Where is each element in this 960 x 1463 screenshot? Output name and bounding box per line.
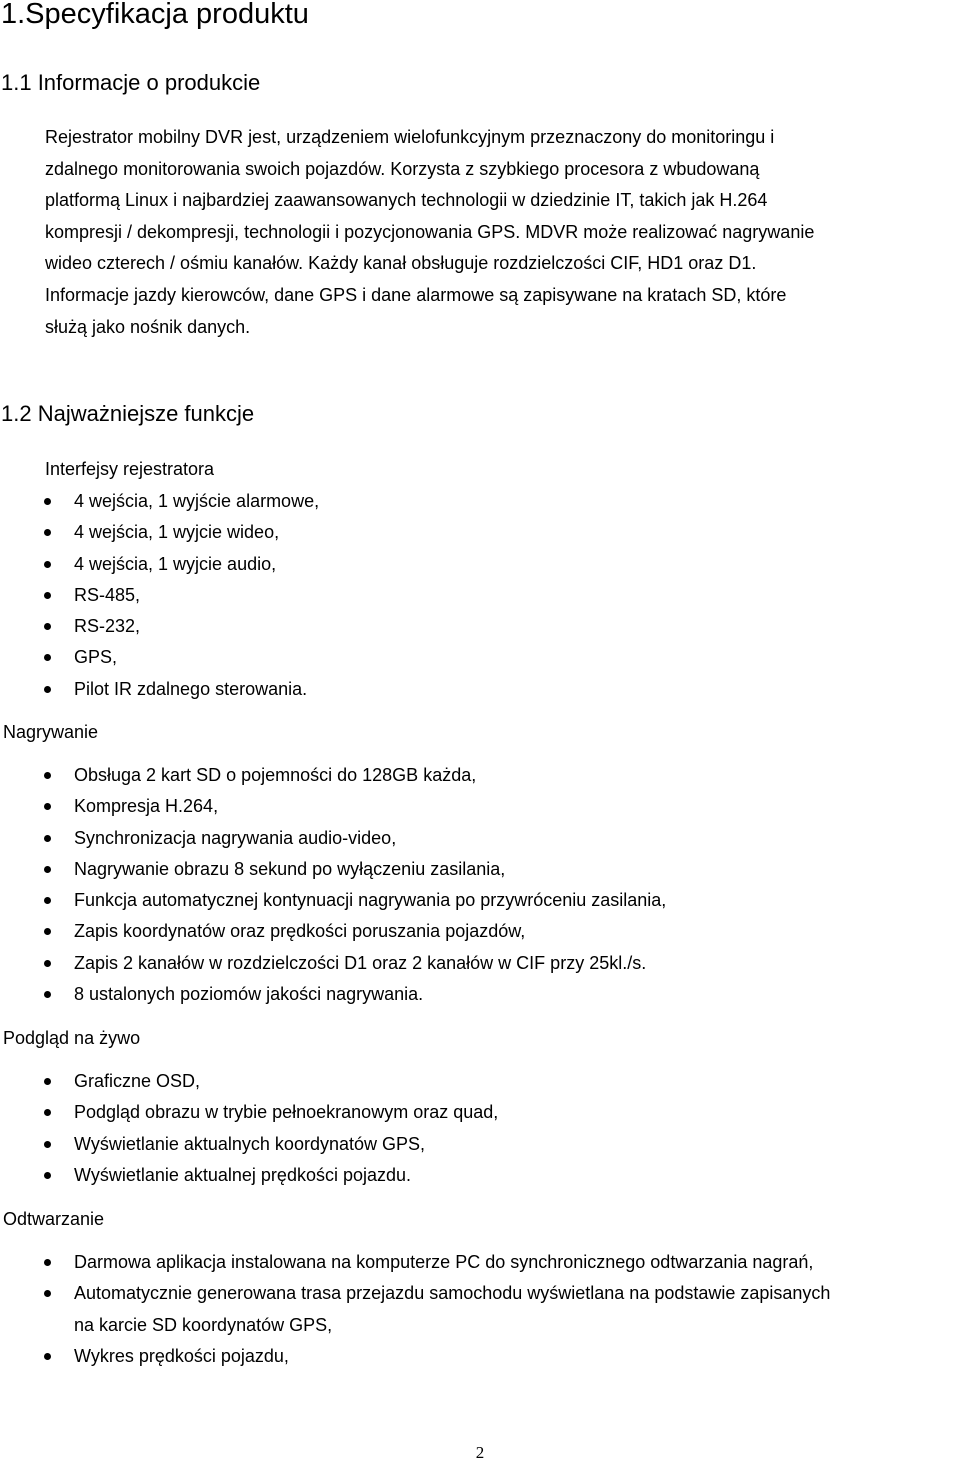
bullet-icon xyxy=(44,991,51,998)
bullet-icon xyxy=(44,928,51,935)
list-item: RS-485, xyxy=(0,580,960,611)
group-title-interfaces: Interfejsy rejestratora xyxy=(45,459,215,479)
bullet-icon xyxy=(44,686,51,693)
list-item: Nagrywanie obrazu 8 sekund po wyłączeniu zasilania, xyxy=(0,854,960,885)
playback-list xyxy=(0,1247,960,1372)
bullet-icon xyxy=(44,498,51,505)
bullet-icon xyxy=(44,1259,51,1266)
list-item: Wyświetlanie aktualnej prędkości pojazdu. xyxy=(0,1160,960,1191)
document-title: 1.Specyfikacja produktu xyxy=(1,0,309,30)
list-item: Podgląd obrazu w trybie pełnoekranowym oraz quad, xyxy=(0,1097,960,1128)
bullet-icon xyxy=(44,529,51,536)
list-item: 4 wejścia, 1 wyjście alarmowe, xyxy=(0,486,960,517)
bullet-icon xyxy=(44,897,51,904)
paragraph-line: Rejestrator mobilny DVR jest, urządzeniem wielofunkcyjnym przeznaczony do monitoringu i xyxy=(45,127,775,147)
bullet-icon xyxy=(44,803,51,810)
product-info-paragraph xyxy=(45,122,957,343)
list-item: Automatycznie generowana trasa przejazdu samochodu wyświetlana na podstawie zapisanych xyxy=(0,1278,960,1309)
bullet-icon xyxy=(44,592,51,599)
list-item: RS-232, xyxy=(0,611,960,642)
list-item: Graficzne OSD, xyxy=(0,1066,960,1097)
bullet-icon xyxy=(44,772,51,779)
list-item: Zapis 2 kanałów w rozdzielczości D1 oraz 2 kanałów w CIF przy 25kl./s. xyxy=(0,948,960,979)
section-heading-product-info: 1.1 Informacje o produkcie xyxy=(1,70,261,95)
bullet-icon xyxy=(44,835,51,842)
list-item: Obsługa 2 kart SD o pojemności do 128GB każda, xyxy=(0,760,960,791)
bullet-icon xyxy=(44,1141,51,1148)
bullet-icon xyxy=(44,1109,51,1116)
recording-list xyxy=(0,760,960,1010)
live-view-list xyxy=(0,1066,960,1191)
list-item: 4 wejścia, 1 wyjcie wideo, xyxy=(0,517,960,548)
bullet-icon xyxy=(44,1290,51,1297)
bullet-icon xyxy=(44,1353,51,1360)
list-item: Wyświetlanie aktualnych koordynatów GPS, xyxy=(0,1129,960,1160)
list-item: Synchronizacja nagrywania audio-video, xyxy=(0,823,960,854)
page-number: 2 xyxy=(475,1443,485,1462)
list-item: Funkcja automatycznej kontynuacji nagrywania po przywróceniu zasilania, xyxy=(0,885,960,916)
bullet-icon xyxy=(44,1172,51,1179)
list-item: Zapis koordynatów oraz prędkości poruszania pojazdów, xyxy=(0,916,960,947)
bullet-icon xyxy=(44,561,51,568)
list-item: 8 ustalonych poziomów jakości nagrywania. xyxy=(0,979,960,1010)
list-item: Wykres prędkości pojazdu, xyxy=(0,1341,960,1372)
section-heading-key-features: 1.2 Najważniejsze funkcje xyxy=(1,401,255,426)
paragraph-line: kompresji / dekompresji, technologii i pozycjonowania GPS. MDVR może realizować nagrywanie xyxy=(45,221,815,242)
list-item: Kompresja H.264, xyxy=(0,791,960,822)
list-item: GPS, xyxy=(0,642,960,673)
list-item: Darmowa aplikacja instalowana na komputerze PC do synchronicznego odtwarzania nagrań, xyxy=(0,1247,960,1278)
bullet-icon xyxy=(44,1078,51,1085)
bullet-icon xyxy=(44,623,51,630)
list-item: Pilot IR zdalnego sterowania. xyxy=(0,674,960,705)
paragraph-line: zdalnego monitorowania swoich pojazdów. Korzysta z szybkiego procesora z wbudowaną xyxy=(45,158,760,179)
bullet-icon xyxy=(44,654,51,661)
list-item: 4 wejścia, 1 wyjcie audio, xyxy=(0,549,960,580)
bullet-icon xyxy=(44,866,51,873)
paragraph-line: Informacje jazdy kierowców, dane GPS i dane alarmowe są zapisywane na kratach SD, które xyxy=(45,284,787,305)
paragraph-line: platformą Linux i najbardziej zaawansowanych technologii w dziedzinie IT, takich jak H.264 xyxy=(45,190,768,211)
group-title-live-view: Podgląd na żywo xyxy=(3,1028,141,1048)
bullet-icon xyxy=(44,960,51,967)
list-item-continuation: na karcie SD koordynatów GPS, xyxy=(74,1314,333,1335)
group-title-playback: Odtwarzanie xyxy=(3,1209,105,1229)
group-title-recording: Nagrywanie xyxy=(3,722,99,742)
paragraph-line: wideo czterech / ośmiu kanałów. Każdy kanał obsługuje rozdzielczości CIF, HD1 oraz D1. xyxy=(45,253,757,274)
paragraph-line: służą jako nośnik danych. xyxy=(45,316,251,337)
interfaces-list xyxy=(0,486,960,705)
